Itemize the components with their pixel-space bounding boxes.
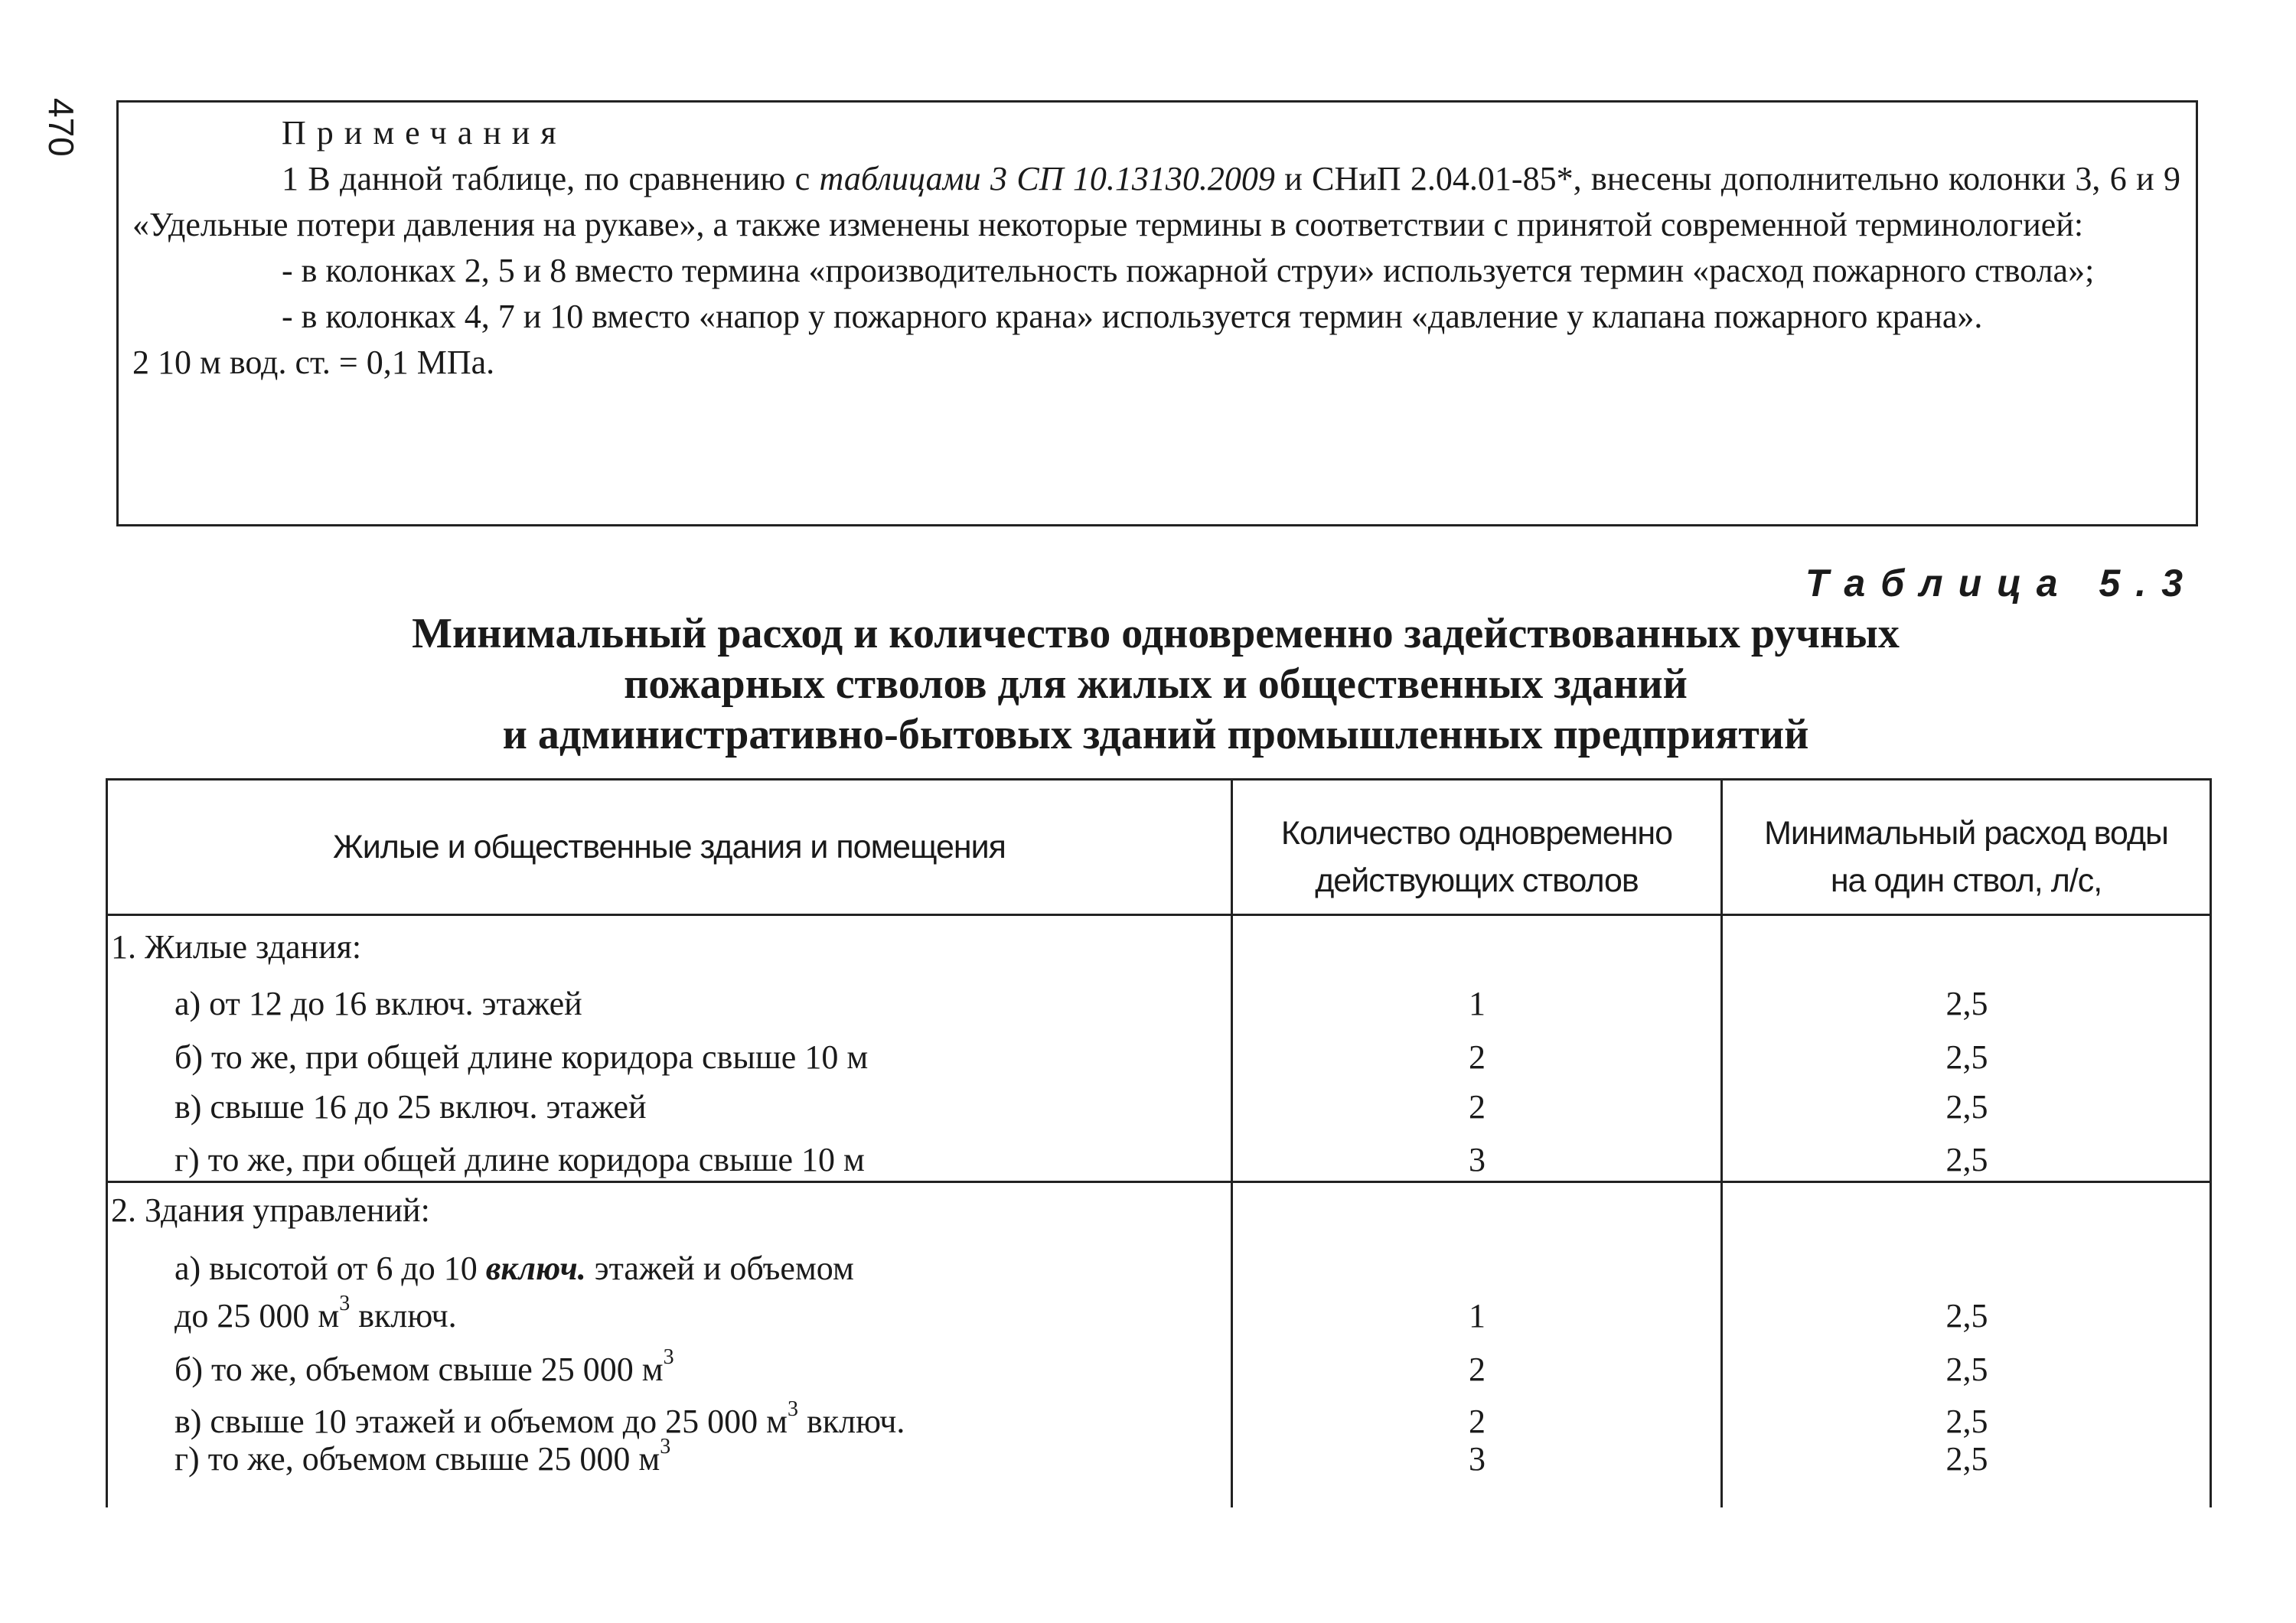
- row-label: в) свыше 16 до 25 включ. этажей: [174, 1088, 647, 1126]
- row-label: а) от 12 до 16 включ. этажей: [174, 985, 582, 1022]
- group-title-residential: 1. Жилые здания:: [111, 928, 362, 966]
- row-count: 2: [1469, 1038, 1486, 1076]
- row-flow: 2,5: [1945, 985, 1988, 1022]
- notes-box: [116, 100, 2198, 526]
- row-count: 3: [1469, 1141, 1486, 1178]
- header-col-buildings: Жилые и общественные здания и помещения: [333, 829, 1006, 865]
- row-label: б) то же, объемом свыше 25 000 $м^3$: [174, 1345, 674, 1388]
- group-title-offices: 2. Здания управлений:: [111, 1191, 430, 1229]
- row-flow: 2,5: [1945, 1403, 1988, 1440]
- row-count: 3: [1469, 1440, 1486, 1478]
- row-flow: 2,5: [1945, 1141, 1988, 1178]
- row-count: 2: [1469, 1351, 1486, 1388]
- row-label-continuation: до 25 000 $м^3$ включ.: [174, 1292, 457, 1335]
- note-2: 2 10 м вод. ст. = 0,1 МПа.: [132, 344, 495, 381]
- row-count: 1: [1469, 985, 1486, 1022]
- row-flow: 2,5: [1945, 1440, 1988, 1478]
- row-label: г) то же, объемом свыше 25 000 $м^3$: [174, 1435, 671, 1478]
- table-title-line-1: Минимальный расход и количество одновременно задействованных ручных: [412, 610, 1900, 657]
- table-title: [115, 608, 2197, 760]
- row-flow: 2,5: [1945, 1088, 1988, 1126]
- notes-title: Примечания: [282, 114, 567, 152]
- note-1: 1 В данной таблице, по сравнению с таблицами 3 СП 10.13130.2009 и СНиП 2.04.01-85*, внесены дополнительно колонки 3, 6 и 9 «Удельные потери давления на рукаве», а также изменены некоторые термины в соответствии с принятой современной терминологией:: [132, 160, 2180, 243]
- row-count: 1: [1469, 1297, 1486, 1335]
- note-bullet-1: - в колонках 2, 5 и 8 вместо термина «производительность пожарной струи» используется термин «расход пожарного ствола»;: [282, 252, 2095, 289]
- table-label: Таблица 5.3: [1805, 562, 2198, 605]
- row-label: а) высотой от 6 до 10 включ. этажей и объемом: [174, 1250, 854, 1287]
- row-label: в) свыше 10 этажей и объемом до 25 000 $м^3$ включ.: [174, 1397, 905, 1440]
- row-count: 2: [1469, 1403, 1486, 1440]
- table-title-line-2: пожарных стволов для жилых и общественных зданий: [624, 660, 1688, 708]
- row-flow: 2,5: [1945, 1351, 1988, 1388]
- row-flow: 2,5: [1945, 1038, 1988, 1076]
- note-bullet-2: - в колонках 4, 7 и 10 вместо «напор у пожарного крана» используется термин «давление у клапана пожарного крана».: [282, 298, 1983, 335]
- row-flow: 2,5: [1945, 1297, 1988, 1335]
- header-col-flow: Минимальный расход воды на один ствол, л/с,: [1764, 815, 2168, 899]
- row-count: 2: [1469, 1088, 1486, 1126]
- table-header-divider: [106, 914, 2212, 916]
- table-title-line-3: и административно-бытовых зданий промышленных предприятий: [502, 711, 1809, 758]
- row-label: б) то же, при общей длине коридора свыше 10 м: [174, 1038, 869, 1076]
- header-col-count: Количество одновременно действующих стволов: [1280, 815, 1673, 899]
- row-label: г) то же, при общей длине коридора свыше 10 м: [174, 1141, 865, 1178]
- page-number: 470: [41, 98, 81, 157]
